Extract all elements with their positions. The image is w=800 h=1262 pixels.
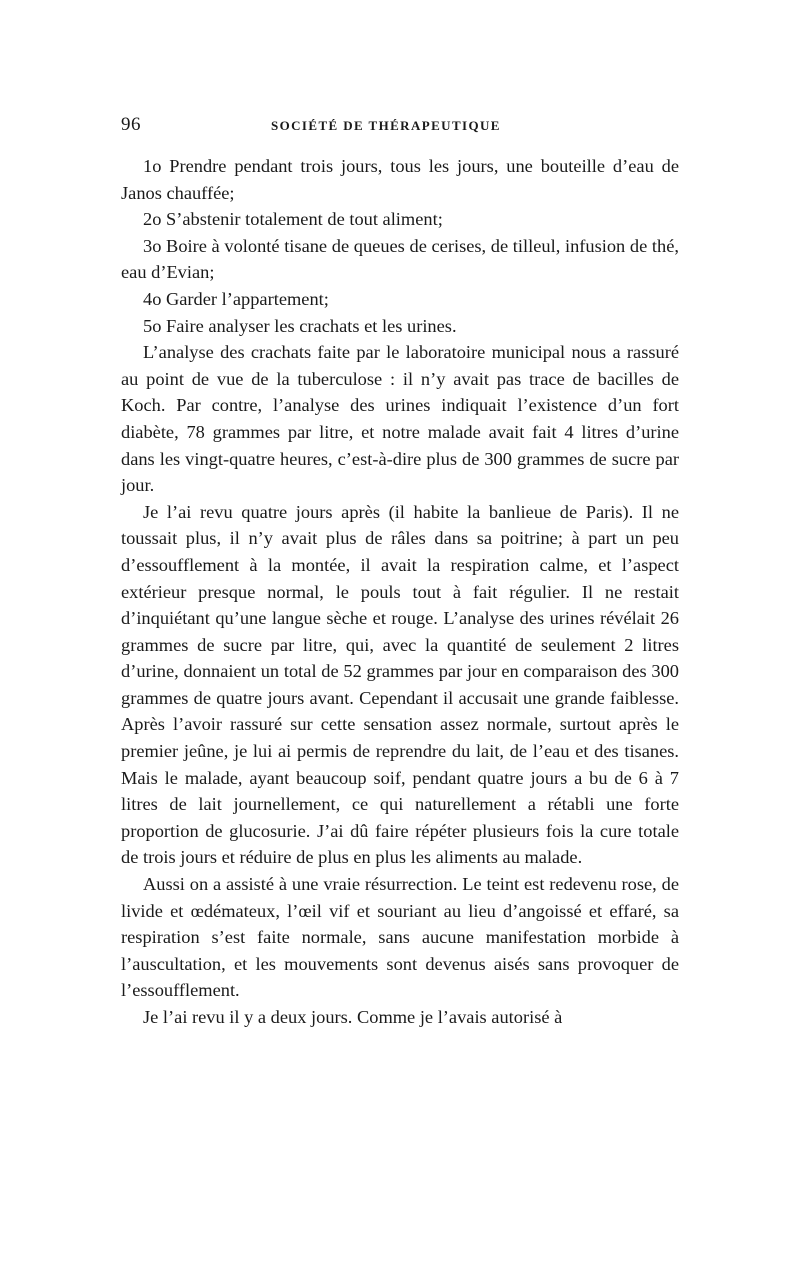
paragraph-analysis: L’analyse des crachats faite par le laboratoire municipal nous a rassuré au point de vue de la tuberculose : il n’y avait pas trace de bacilles de Koch. Par contre, l’analyse des urines indiquait l’existence d’un fort diabète, 78 grammes par litre, et notre malade avait fait 4 litres d’urine dans les vingt-quatre heures, c’est-à-dire plus de 300 grammes de sucre par jour. <box>121 342 679 496</box>
list-item-2: 2o S’abstenir totalement de tout aliment; <box>143 209 443 230</box>
list-item-1: 1o Prendre pendant trois jours, tous les jours, une bouteille d’eau de Janos chauffée; <box>121 156 679 203</box>
body-text <box>121 153 679 1031</box>
page-header <box>121 114 679 142</box>
page-number: 96 <box>121 114 141 135</box>
paragraph-last-visit: Je l’ai revu il y a deux jours. Comme je l’avais autorisé à <box>143 1007 563 1027</box>
list-item-3: 3o Boire à volonté tisane de queues de cerises, de tilleul, infusion de thé, eau d’Evian; <box>121 235 679 283</box>
paragraph-resurrection: Aussi on a assisté à une vraie résurrection. Le teint est redevenu rose, de livide et œdémateux, l’œil vif et souriant au lieu d’angoissé et effaré, sa respiration s’est faite normale, sans aucune manifestation morbide à l’auscultation, et les mouvements sont devenus aisés sans provoquer de l’essoufflement. <box>121 874 679 1001</box>
running-title: SOCIÉTÉ DE THÉRAPEUTIQUE <box>271 118 501 133</box>
paragraph-follow-up: Je l’ai revu quatre jours après (il habite la banlieue de Paris). Il ne toussait plus, il n’y avait plus de râles dans sa poitrine; à part un peu d’essoufflement à la montée, il avait la respiration calme, et l’aspect extérieur presque normal, le pouls tout à fait régulier. Il ne restait d’inquiétant qu’une langue sèche et rouge. L’analyse des urines révélait 26 grammes de sucre par litre, qui, avec la quantité de seulement 2 litres d’urine, donnaient un total de 52 grammes par jour en comparaison des 300 grammes de quatre jours avant. Cependant il accusait une grande faiblesse. Après l’avoir rassuré sur cette sensation assez normale, surtout après le premier jeûne, je lui ai permis de reprendre du lait, de l’eau et des tisanes. Mais le malade, ayant beaucoup soif, pendant quatre jours a bu de 6 à 7 litres de lait journellement, ce qui naturellement a rétabli une forte proportion de glucosurie. J’ai dû faire répéter plusieurs fois la cure totale de trois jours et réduire de plus en plus les aliments au malade. <box>121 501 679 868</box>
list-item-5: 5o Faire analyser les crachats et les urines. <box>143 315 457 336</box>
list-item-4: 4o Garder l’appartement; <box>143 288 329 309</box>
